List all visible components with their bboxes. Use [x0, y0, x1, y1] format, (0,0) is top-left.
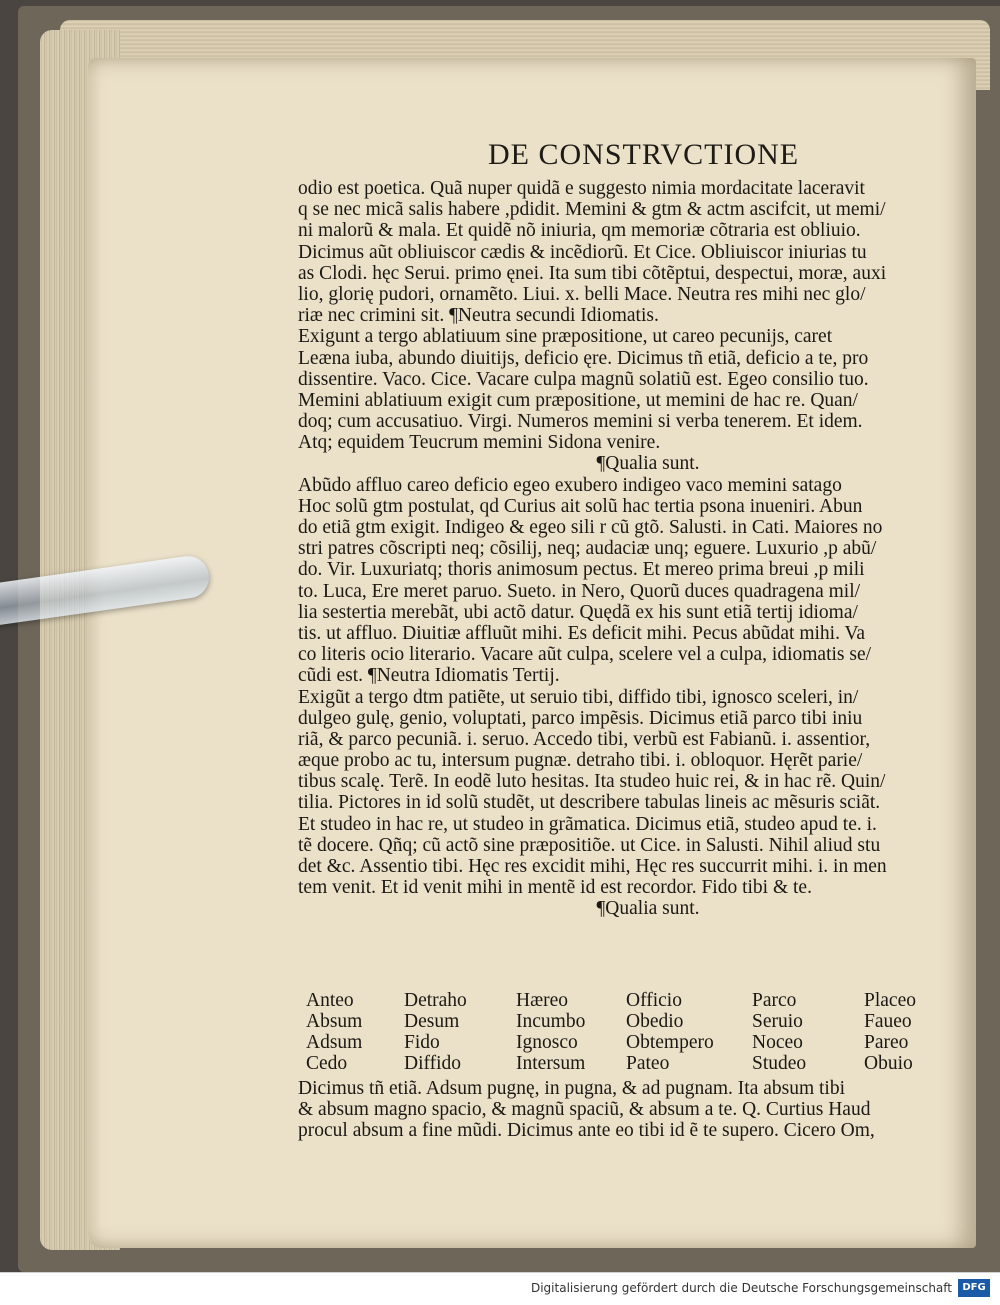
- text-line: Memini ablatiuum exigit cum præpositione, ut memini de hac re. Quan/: [298, 389, 858, 411]
- text-line: tẽ docere. Qñq; cũ actõ sine præpositiõe. ut Cice. in Salusti. Nihil aliud stu: [298, 834, 881, 856]
- text-line: odio est poetica. Quã nuper quidã e suggesto nimia mordacitate laceravit: [298, 178, 865, 199]
- text-line: & absum magno spacio, & magnũ spaciũ, & absum a te. Q. Curtius Haud: [298, 1099, 871, 1121]
- table-cell: Fido: [404, 1032, 440, 1053]
- text-line: Abũdo affluo careo deficio egeo exubero indigeo vaco memini satago: [298, 474, 842, 496]
- table-cell: Pareo: [864, 1032, 909, 1053]
- funding-credit: Digitalisierung gefördert durch die Deutsche Forschungsgemeinschaft: [530, 1281, 952, 1295]
- text-line: lia sestertia merebãt, ubi actõ datur. Quędã ex his sunt etiã tertij idioma/: [298, 601, 858, 623]
- section-heading: ¶Qualia sunt.: [596, 453, 700, 475]
- text-line: tem venit. Et id venit mihi in mentẽ id est recordor. Fido tibi & te.: [298, 877, 812, 899]
- table-cell: Studeo: [752, 1053, 807, 1074]
- table-cell: Incumbo: [516, 1011, 586, 1032]
- text-line: to. Luca, Ere meret paruo. Sueto. in Nero, Quorũ duces quadragena mil/: [298, 580, 861, 602]
- footer-bar: [0, 1272, 1000, 1305]
- text-line: æque probo ac tu, intersum pugnæ. detraho tibi. i. obloquor. Hęrẽt parie/: [298, 750, 863, 772]
- text-line: Leæna iuba, abundo diuitijs, deficio ęre. Dicimus tñ etiã, deficio a te, pro: [298, 347, 869, 369]
- text-line: Dicimus tñ etiã. Adsum pugnę, in pugna, & ad pugnam. Ita absum tibi: [298, 1078, 846, 1099]
- table-cell: Desum: [404, 1011, 460, 1032]
- table-cell: Seruio: [752, 1011, 803, 1032]
- text-line: Exigunt a tergo ablatiuum sine præpositione, ut careo pecunijs, caret: [298, 326, 833, 348]
- text-line: doq; cum accusatiuo. Virgi. Numeros memini si verba tenerem. Et idem.: [298, 411, 863, 433]
- page-content: [88, 58, 976, 1248]
- table-cell: Diffido: [404, 1053, 462, 1074]
- text-line: co literis ocio literario. Vacare aũt culpa, scelere vel a culpa, idiomatis se/: [298, 644, 872, 666]
- text-block-c: [298, 1078, 998, 1142]
- table-cell: Cedo: [306, 1053, 348, 1074]
- text-line: Exigũt a tergo dtm patiẽte, ut seruio tibi, diffido tibi, ignosco sceleri, in/: [298, 686, 859, 708]
- table-cell: Detraho: [404, 990, 467, 1011]
- table-cell: Adsum: [306, 1032, 363, 1053]
- table-cell: Obedio: [626, 1011, 684, 1032]
- text-line: cũdi est. ¶Neutra Idiomatis Tertij.: [298, 665, 560, 687]
- table-cell: Pateo: [626, 1053, 670, 1074]
- table-cell: Parco: [752, 990, 797, 1011]
- text-line: ni malorũ & mala. Et quidẽ nõ iniuria, qm memoriæ cõtraria est obliuio.: [298, 220, 861, 242]
- text-line: det &c. Assentio tibi. Hęc res excidit mihi, Hęc res succurrit mihi. i. in men: [298, 856, 887, 877]
- text-line: riã, & parco pecuniã. i. seruo. Accedo tibi, verbũ est Fabianũ. i. assentior,: [298, 728, 871, 750]
- table-cell: Faueo: [864, 1011, 912, 1032]
- table-cell: Ignosco: [516, 1032, 578, 1053]
- table-cell: Intersum: [516, 1053, 586, 1074]
- text-line: riæ nec crimini sit. ¶Neutra secundi Idiomatis.: [298, 305, 659, 327]
- table-cell: Hæreo: [516, 990, 568, 1011]
- verb-table: [306, 990, 986, 1074]
- table-cell: Absum: [306, 1011, 363, 1032]
- text-line: as Clodi. hęc Serui. primo ęnei. Ita sum tibi cõtẽptui, despectui, moræ, auxi: [298, 262, 887, 284]
- text-line: tibus scalę. Terẽ. In eodẽ luto hesitas. Ita studeo huic rei, & in hac rẽ. Quin/: [298, 771, 886, 793]
- text-line: lio, glorię pudori, ornamẽto. Liui. x. belli Mace. Neutra res mihi nec glo/: [298, 283, 866, 305]
- running-head: DE CONSTRVCTIONE: [488, 138, 800, 171]
- text-line: tis. ut affluo. Diuitiæ affluũt mihi. Es deficit mihi. Pecus abũdat mihi. Va: [298, 622, 866, 644]
- table-cell: Anteo: [306, 990, 354, 1011]
- text-line: stri patres cõscripti neq; cõsilij, neq; audaciæ unq; eguere. Luxurio ,p abũ/: [298, 538, 877, 560]
- text-line: Atq; equidem Teucrum memini Sidona venire.: [298, 432, 661, 454]
- text-line: tilia. Pictores in id solũ studẽt, ut describere tabulas lineis ac mẽsuris sciãt.: [298, 792, 881, 814]
- text-line: dissentire. Vaco. Cice. Vacare culpa magnũ solatiũ est. Egeo consilio tuo.: [298, 368, 869, 390]
- text-line: Hoc solũ gtm postulat, qd Curius ait solũ hac tertia psona inueniri. Abun: [298, 495, 863, 517]
- text-line: procul absum a fine mũdi. Dicimus ante eo tibi id ẽ te supero. Cicero Om,: [298, 1120, 875, 1142]
- table-cell: Officio: [626, 990, 682, 1011]
- text-line: do etiã gtm exigit. Indigeo & egeo sili r cũ gtõ. Salusti. in Cati. Maiores no: [298, 517, 883, 538]
- text-line: do. Vir. Luxuriatq; thoris animosum pectus. Et mereo prima breui ,p mili: [298, 559, 865, 581]
- dfg-logo: DFG: [958, 1279, 990, 1297]
- table-cell: Obtempero: [626, 1032, 714, 1053]
- section-heading: ¶Qualia sunt.: [596, 898, 700, 920]
- table-cell: Noceo: [752, 1032, 803, 1053]
- text-line: Dicimus aũt obliuiscor cædis & incẽdiorũ. Et Cice. Obliuiscor iniurias tu: [298, 241, 867, 263]
- table-cell: Obuio: [864, 1053, 913, 1074]
- book-page: [88, 58, 976, 1248]
- text-line: Et studeo in hac re, ut studeo in grãmatica. Dicimus etiã, studeo apud te. i.: [298, 813, 877, 835]
- text-line: dulgeo gulę, genio, voluptati, parco impẽsis. Dicimus etiã parco tibi iniu: [298, 707, 863, 729]
- text-line: q se nec micã salis habere ,pdidit. Memini & gtm & actm ascifcit, ut memi/: [298, 199, 886, 221]
- table-cell: Placeo: [864, 990, 916, 1011]
- text-block-a: [298, 178, 998, 920]
